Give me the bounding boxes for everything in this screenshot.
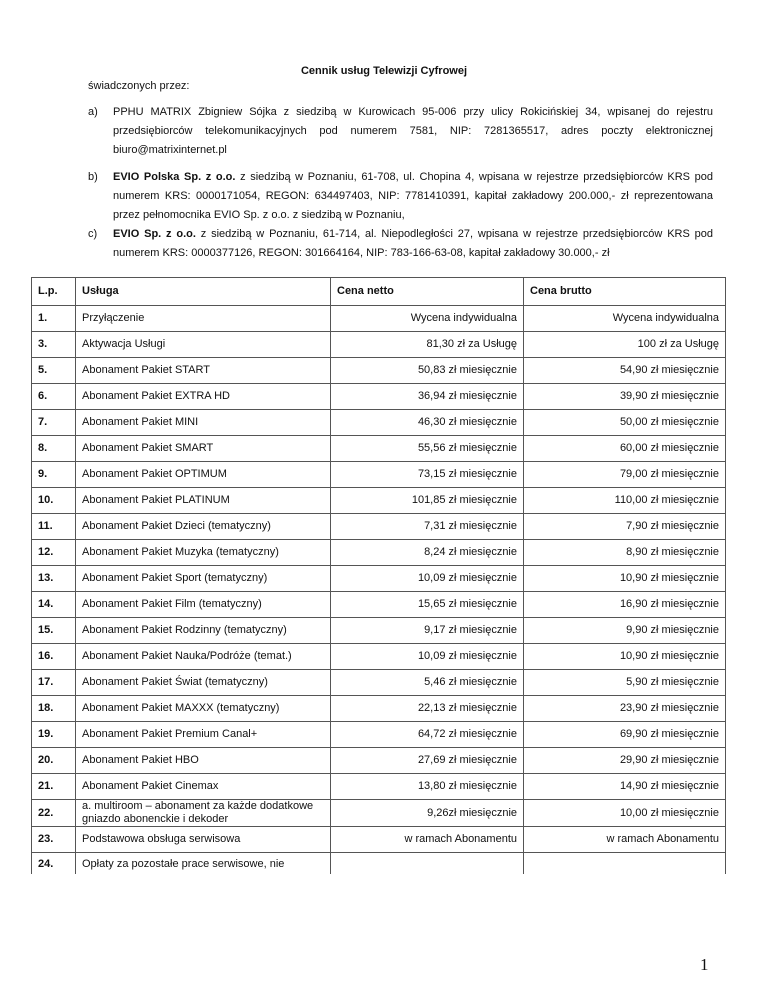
net-price: 15,65 zł miesięcznie	[331, 592, 524, 618]
table-row	[32, 436, 726, 462]
gross-price: 9,90 zł miesięcznie	[524, 618, 726, 644]
service-name: a. multiroom – abonament za każde dodatkowe gniazdo abonenckie i dekoder	[76, 800, 331, 827]
service-name: Abonament Pakiet Dzieci (tematyczny)	[76, 514, 331, 540]
table-row	[32, 670, 726, 696]
provider-name: EVIO Polska Sp. z o.o.	[113, 171, 236, 183]
row-number: 22.	[32, 800, 76, 827]
table-row	[32, 488, 726, 514]
header-net-price: Cena netto	[331, 278, 524, 306]
row-number: 14.	[32, 592, 76, 618]
gross-price: 7,90 zł miesięcznie	[524, 514, 726, 540]
provider-details: z siedzibą w Poznaniu, 61-708, ul. Chopina 4, wpisana w rejestrze przedsiębiorców KRS pod numerem KRS: 0000171054, REGON: 634497403, NIP: 7781410391, kapitał zakładowy 200.000,- zł reprezentowana przez pełnomocnika EVIO Sp. z o.o. z siedzibą w Poznaniu,	[113, 171, 713, 221]
page-number: 1	[700, 955, 709, 974]
net-price: 8,24 zł miesięcznie	[331, 540, 524, 566]
provider-item	[88, 103, 713, 160]
table-row	[32, 722, 726, 748]
provider-list	[0, 103, 768, 263]
row-number: 16.	[32, 644, 76, 670]
gross-price: 29,90 zł miesięcznie	[524, 748, 726, 774]
gross-price: Wycena indywidualna	[524, 306, 726, 332]
net-price: 36,94 zł miesięcznie	[331, 384, 524, 410]
service-name: Abonament Pakiet MINI	[76, 410, 331, 436]
row-number: 21.	[32, 774, 76, 800]
intro-text: świadczonych przez:	[88, 80, 190, 92]
net-price: 13,80 zł miesięcznie	[331, 774, 524, 800]
provider-item	[88, 168, 713, 225]
service-name: Abonament Pakiet PLATINUM	[76, 488, 331, 514]
table-row	[32, 358, 726, 384]
net-price: 101,85 zł miesięcznie	[331, 488, 524, 514]
service-name: Abonament Pakiet Premium Canal+	[76, 722, 331, 748]
row-number: 19.	[32, 722, 76, 748]
gross-price: 10,90 zł miesięcznie	[524, 644, 726, 670]
header-service: Usługa	[76, 278, 331, 306]
table-row	[32, 592, 726, 618]
gross-price: 10,90 zł miesięcznie	[524, 566, 726, 592]
row-number: 5.	[32, 358, 76, 384]
service-name: Podstawowa obsługa serwisowa	[76, 827, 331, 853]
net-price: 10,09 zł miesięcznie	[331, 566, 524, 592]
row-number: 9.	[32, 462, 76, 488]
service-name: Abonament Pakiet Film (tematyczny)	[76, 592, 331, 618]
net-price: 46,30 zł miesięcznie	[331, 410, 524, 436]
table-row	[32, 514, 726, 540]
gross-price: w ramach Abonamentu	[524, 827, 726, 853]
service-name: Abonament Pakiet Muzyka (tematyczny)	[76, 540, 331, 566]
provider-marker: a)	[88, 106, 98, 118]
net-price: 50,83 zł miesięcznie	[331, 358, 524, 384]
table-row	[32, 827, 726, 853]
row-number: 24.	[32, 853, 76, 875]
service-name: Abonament Pakiet Świat (tematyczny)	[76, 670, 331, 696]
provider-details: z siedzibą w Poznaniu, 61-714, al. Niepodległości 27, wpisana w rejestrze przedsiębiorców KRS pod numerem KRS: 0000377126, REGON: 301664164, NIP: 783-166-63-08, kapitał zakładowy 30.000,- zł	[113, 228, 713, 259]
provider-marker: c)	[88, 228, 98, 240]
row-number: 11.	[32, 514, 76, 540]
table-row	[32, 644, 726, 670]
table-row	[32, 748, 726, 774]
row-number: 20.	[32, 748, 76, 774]
gross-price: 60,00 zł miesięcznie	[524, 436, 726, 462]
service-name: Abonament Pakiet SMART	[76, 436, 331, 462]
net-price: 9,17 zł miesięcznie	[331, 618, 524, 644]
net-price: 73,15 zł miesięcznie	[331, 462, 524, 488]
service-name: Aktywacja Usługi	[76, 332, 331, 358]
row-number: 13.	[32, 566, 76, 592]
table-row	[32, 853, 726, 875]
gross-price: 100 zł za Usługę	[524, 332, 726, 358]
row-number: 23.	[32, 827, 76, 853]
net-price: 9,26zł miesięcznie	[331, 800, 524, 827]
gross-price: 54,90 zł miesięcznie	[524, 358, 726, 384]
gross-price: 79,00 zł miesięcznie	[524, 462, 726, 488]
gross-price: 10,00 zł miesięcznie	[524, 800, 726, 827]
table-row	[32, 800, 726, 827]
net-price: w ramach Abonamentu	[331, 827, 524, 853]
service-name: Abonament Pakiet Cinemax	[76, 774, 331, 800]
net-price: 55,56 zł miesięcznie	[331, 436, 524, 462]
row-number: 10.	[32, 488, 76, 514]
gross-price: 110,00 zł miesięcznie	[524, 488, 726, 514]
gross-price: 5,90 zł miesięcznie	[524, 670, 726, 696]
net-price: 10,09 zł miesięcznie	[331, 644, 524, 670]
gross-price: 69,90 zł miesięcznie	[524, 722, 726, 748]
row-number: 1.	[32, 306, 76, 332]
row-number: 18.	[32, 696, 76, 722]
table-row	[32, 540, 726, 566]
service-name: Opłaty za pozostałe prace serwisowe, nie	[76, 853, 331, 875]
net-price: 5,46 zł miesięcznie	[331, 670, 524, 696]
net-price: 27,69 zł miesięcznie	[331, 748, 524, 774]
gross-price: 39,90 zł miesięcznie	[524, 384, 726, 410]
gross-price: 23,90 zł miesięcznie	[524, 696, 726, 722]
gross-price: 8,90 zł miesięcznie	[524, 540, 726, 566]
gross-price: 50,00 zł miesięcznie	[524, 410, 726, 436]
table-row	[32, 696, 726, 722]
service-name: Abonament Pakiet HBO	[76, 748, 331, 774]
row-number: 7.	[32, 410, 76, 436]
provider-item	[88, 225, 713, 263]
gross-price: 16,90 zł miesięcznie	[524, 592, 726, 618]
row-number: 15.	[32, 618, 76, 644]
net-price	[331, 853, 524, 875]
document-title: Cennik usług Telewizji Cyfrowej	[300, 65, 468, 77]
table-header-row	[32, 278, 726, 306]
table-row	[32, 618, 726, 644]
table-row	[32, 384, 726, 410]
table-row	[32, 774, 726, 800]
gross-price: 14,90 zł miesięcznie	[524, 774, 726, 800]
price-table	[31, 277, 726, 874]
net-price: Wycena indywidualna	[331, 306, 524, 332]
row-number: 3.	[32, 332, 76, 358]
service-name: Przyłączenie	[76, 306, 331, 332]
service-name: Abonament Pakiet Nauka/Podróże (temat.)	[76, 644, 331, 670]
table-row	[32, 410, 726, 436]
provider-name: EVIO Sp. z o.o.	[113, 228, 196, 240]
header-lp: L.p.	[32, 278, 76, 306]
table-row	[32, 566, 726, 592]
service-name: Abonament Pakiet EXTRA HD	[76, 384, 331, 410]
row-number: 17.	[32, 670, 76, 696]
service-name: Abonament Pakiet START	[76, 358, 331, 384]
provider-marker: b)	[88, 171, 98, 183]
provider-details: PPHU MATRIX Zbigniew Sójka z siedzibą w Kurowicach 95-006 przy ulicy Rokicińskiej 34, wpisanej do rejestru przedsiębiorców telekomunikacyjnych pod numerem 7581, NIP: 7281365517, adres poczty elektronicznej biuro@matrixinternet.pl	[113, 106, 713, 156]
table-row	[32, 332, 726, 358]
row-number: 6.	[32, 384, 76, 410]
service-name: Abonament Pakiet Rodzinny (tematyczny)	[76, 618, 331, 644]
row-number: 8.	[32, 436, 76, 462]
service-name: Abonament Pakiet MAXXX (tematyczny)	[76, 696, 331, 722]
net-price: 64,72 zł miesięcznie	[331, 722, 524, 748]
net-price: 81,30 zł za Usługę	[331, 332, 524, 358]
gross-price	[524, 853, 726, 875]
service-name: Abonament Pakiet Sport (tematyczny)	[76, 566, 331, 592]
net-price: 22,13 zł miesięcznie	[331, 696, 524, 722]
service-name: Abonament Pakiet OPTIMUM	[76, 462, 331, 488]
table-row	[32, 306, 726, 332]
row-number: 12.	[32, 540, 76, 566]
net-price: 7,31 zł miesięcznie	[331, 514, 524, 540]
header-gross-price: Cena brutto	[524, 278, 726, 306]
table-row	[32, 462, 726, 488]
